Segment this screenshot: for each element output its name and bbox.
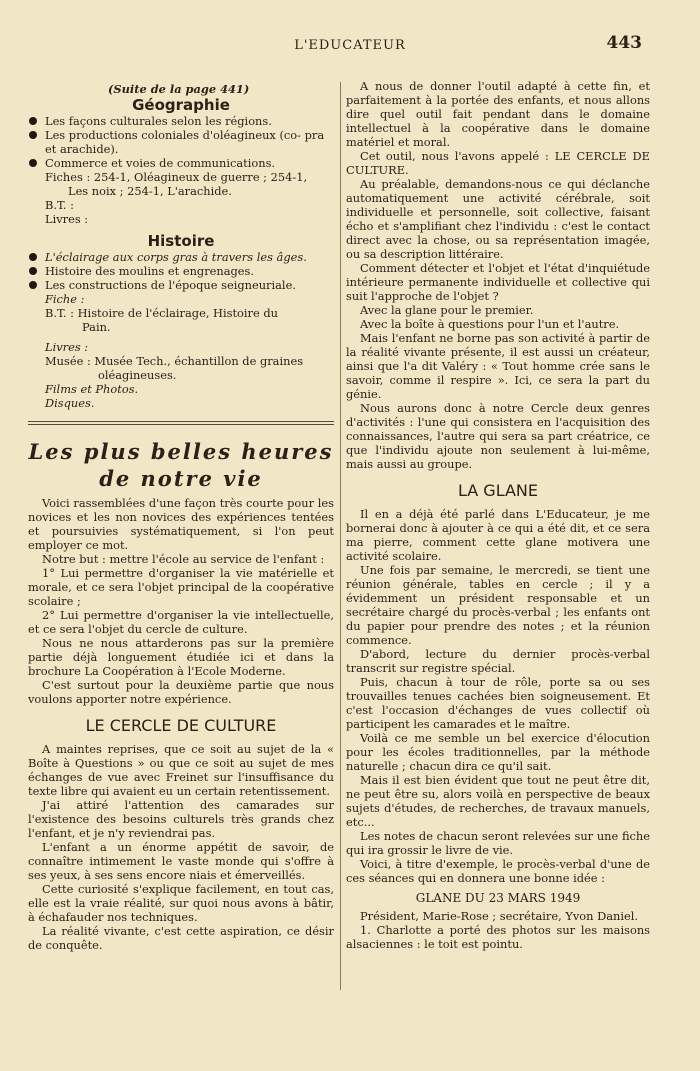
- histoire-list: [28, 250, 334, 292]
- right-column: [346, 79, 650, 951]
- paragraph: 2° Lui permettre d'organiser la vie intellectuelle, et ce sera l'objet du cercle de culture.: [28, 608, 334, 636]
- paragraph: Cet outil, nous l'avons appelé : LE CERCLE DE CULTURE.: [346, 149, 650, 177]
- musee-line: Musée : Musée Tech., échantillon de graines: [45, 354, 304, 368]
- livres-label: Livres :: [45, 340, 89, 354]
- fiches-line: Fiches : 254-1, Oléagineux de guerre ; 254-1,: [45, 170, 308, 184]
- musee-line-cont: oléagineuses.: [98, 368, 177, 382]
- paragraph: Mais il est bien évident que tout ne peut être dit, ne peut être su, alors voilà en perspective de beaux sujets d'études, de recherches, de travaux manuels, etc...: [346, 773, 650, 829]
- paragraph: Avec la boîte à questions pour l'un et l'autre.: [360, 317, 620, 331]
- paragraph: 1. Charlotte a porté des photos sur les maisons alsaciennes : le toit est pointu.: [346, 923, 650, 951]
- continuation-note: (Suite de la page 441): [108, 82, 250, 96]
- list-item: Les constructions de l'époque seigneuriale.: [28, 278, 334, 292]
- paragraph: Il en a déjà été parlé dans L'Educateur, je me bornerai donc à ajouter à ce qui a été dit, et ce sera ma pierre, comment cette glane motivera une activité scolaire.: [346, 507, 650, 563]
- column-divider: [340, 82, 341, 990]
- geographie-heading: Géographie: [132, 96, 230, 114]
- paragraph: Avec la glane pour le premier.: [360, 303, 534, 317]
- glane-date-heading: GLANE DU 23 MARS 1949: [415, 891, 581, 905]
- list-item: Commerce et voies de communications.: [28, 156, 334, 170]
- paragraph: Mais l'enfant ne borne pas son activité à partir de la réalité vivante présente, il est aussi un créateur, ainsi que l'a dit Valéry : « Tout homme crée sans le savoir, comme il respire ». Ici, ce sera la part du génie.: [346, 331, 650, 401]
- paragraph: Nous ne nous attarderons pas sur la première partie déjà longuement étudiée ici et dans la brochure La Coopération à l'Ecole Moderne.: [28, 636, 334, 678]
- left-column: [28, 82, 334, 952]
- paragraph: Une fois par semaine, le mercredi, se tient une réunion générale, tables en cercle ; il y a évidemment un président responsable et un secrétaire chargé du procès-verbal ; les enfants ont du papier pour prendre des notes ; et la réunion commence.: [346, 563, 650, 647]
- paragraph: Comment détecter et l'objet et l'état d'inquiétude intérieure permanente individuelle et collective qui suit l'approche de l'objet ?: [346, 261, 650, 303]
- cercle-heading: LE CERCLE DE CULTURE: [85, 716, 277, 735]
- page-number: 443: [606, 33, 642, 53]
- paragraph: L'enfant a un énorme appétit de savoir, de connaître intimement le vaste monde qui s'offre à ses yeux, à ses sens encore niais et émerveillés.: [28, 840, 334, 882]
- paragraph: Voici rassemblées d'une façon très courte pour les novices et les non novices des expériences tentées et poursuivies systématiquement, si l'on peut employer ce mot.: [28, 496, 334, 552]
- paragraph: A maintes reprises, que ce soit au sujet de la « Boîte à Questions » ou que ce soit au sujet de mes échanges de vue avec Freinet sur l'insuffisance du texte libre qui avaient eu un certain retentissement.: [28, 742, 334, 798]
- bt-line: B.T. : Histoire de l'éclairage, Histoire du: [45, 306, 278, 320]
- histoire-heading: Histoire: [147, 232, 215, 250]
- films-label: Films et Photos.: [45, 382, 139, 396]
- disques-label: Disques.: [45, 396, 95, 410]
- article-title-cont: de notre vie: [99, 466, 263, 491]
- bt-label: B.T. :: [45, 198, 74, 212]
- paragraph: D'abord, lecture du dernier procès-verbal transcrit sur registre spécial.: [346, 647, 650, 675]
- paragraph: La réalité vivante, c'est cette aspiration, ce désir de conquête.: [28, 924, 334, 952]
- paragraph: Au préalable, demandons-nous ce qui déclanche automatiquement une activité cérébrale, soit individuelle et personnelle, soit collective, faisant écho et s'amplifiant chez l'individu : c'est le contact direct avec la chose, ou sa représentation imagée, ou sa description littéraire.: [346, 177, 650, 261]
- glane-heading: LA GLANE: [457, 481, 538, 500]
- paragraph: J'ai attiré l'attention des camarades sur l'existence des besoins culturels très grands chez l'enfant, et je n'y reviendrai pas.: [28, 798, 334, 840]
- list-item: L'éclairage aux corps gras à travers les âges.: [28, 250, 334, 264]
- journal-title: L'EDUCATEUR: [294, 38, 406, 53]
- paragraph: Cette curiosité s'explique facilement, en tout cas, elle est la vraie réalité, sur quoi nous avons à bâtir, à échafauder nos techniques.: [28, 882, 334, 924]
- list-item: Les façons culturales selon les régions.: [28, 114, 334, 128]
- paragraph: Voilà ce me semble un bel exercice d'élocution pour les écoles traditionnelles, par la méthode naturelle ; chacun dira ce qu'il sait.: [346, 731, 650, 773]
- paragraph: Les notes de chacun seront relevées sur une fiche qui ira grossir le livre de vie.: [346, 829, 650, 857]
- paragraph: Président, Marie-Rose ; secrétaire, Yvon Daniel.: [360, 909, 639, 923]
- paragraph: Nous aurons donc à notre Cercle deux genres d'activités : l'une qui consistera en l'acquisition des connaissances, l'autre qui sera sa part créatrice, ce que l'individu ajoute non seulement à lui-même, mais aussi au groupe.: [346, 401, 650, 471]
- geographie-list: [28, 114, 334, 170]
- paragraph: C'est surtout pour la deuxième partie que nous voulons apporter notre expérience.: [28, 678, 334, 706]
- paragraph: A nous de donner l'outil adapté à cette fin, et parfaitement à la portée des enfants, et nous allons dire quel outil fait pendant dans le domaine intellectuel à la coopérative dans le domaine matériel et moral.: [346, 79, 650, 149]
- article-title: Les plus belles heures: [28, 439, 334, 464]
- list-item: Les productions coloniales d'oléagineux (co- pra et arachide).: [28, 128, 334, 156]
- paragraph: 1° Lui permettre d'organiser la vie matérielle et morale, et ce sera l'objet principal de la coopérative scolaire ;: [28, 566, 334, 608]
- paragraph: Notre but : mettre l'école au service de l'enfant :: [42, 552, 325, 566]
- fiche-label: Fiche :: [45, 292, 85, 306]
- paragraph: Voici, à titre d'exemple, le procès-verbal d'une de ces séances qui en donnera une bonne idée :: [346, 857, 650, 885]
- list-item: Histoire des moulins et engrenages.: [28, 264, 334, 278]
- fiches-line-cont: Les noix ; 254-1, L'arachide.: [68, 184, 232, 198]
- bt-line-cont: Pain.: [82, 320, 111, 334]
- livres-label: Livres :: [45, 212, 89, 226]
- paragraph: Puis, chacun à tour de rôle, porte sa ou ses trouvailles tenues cachées bien soigneusement. Et c'est l'occasion d'échanges de vues collectif où participent les camarades et le maître.: [346, 675, 650, 731]
